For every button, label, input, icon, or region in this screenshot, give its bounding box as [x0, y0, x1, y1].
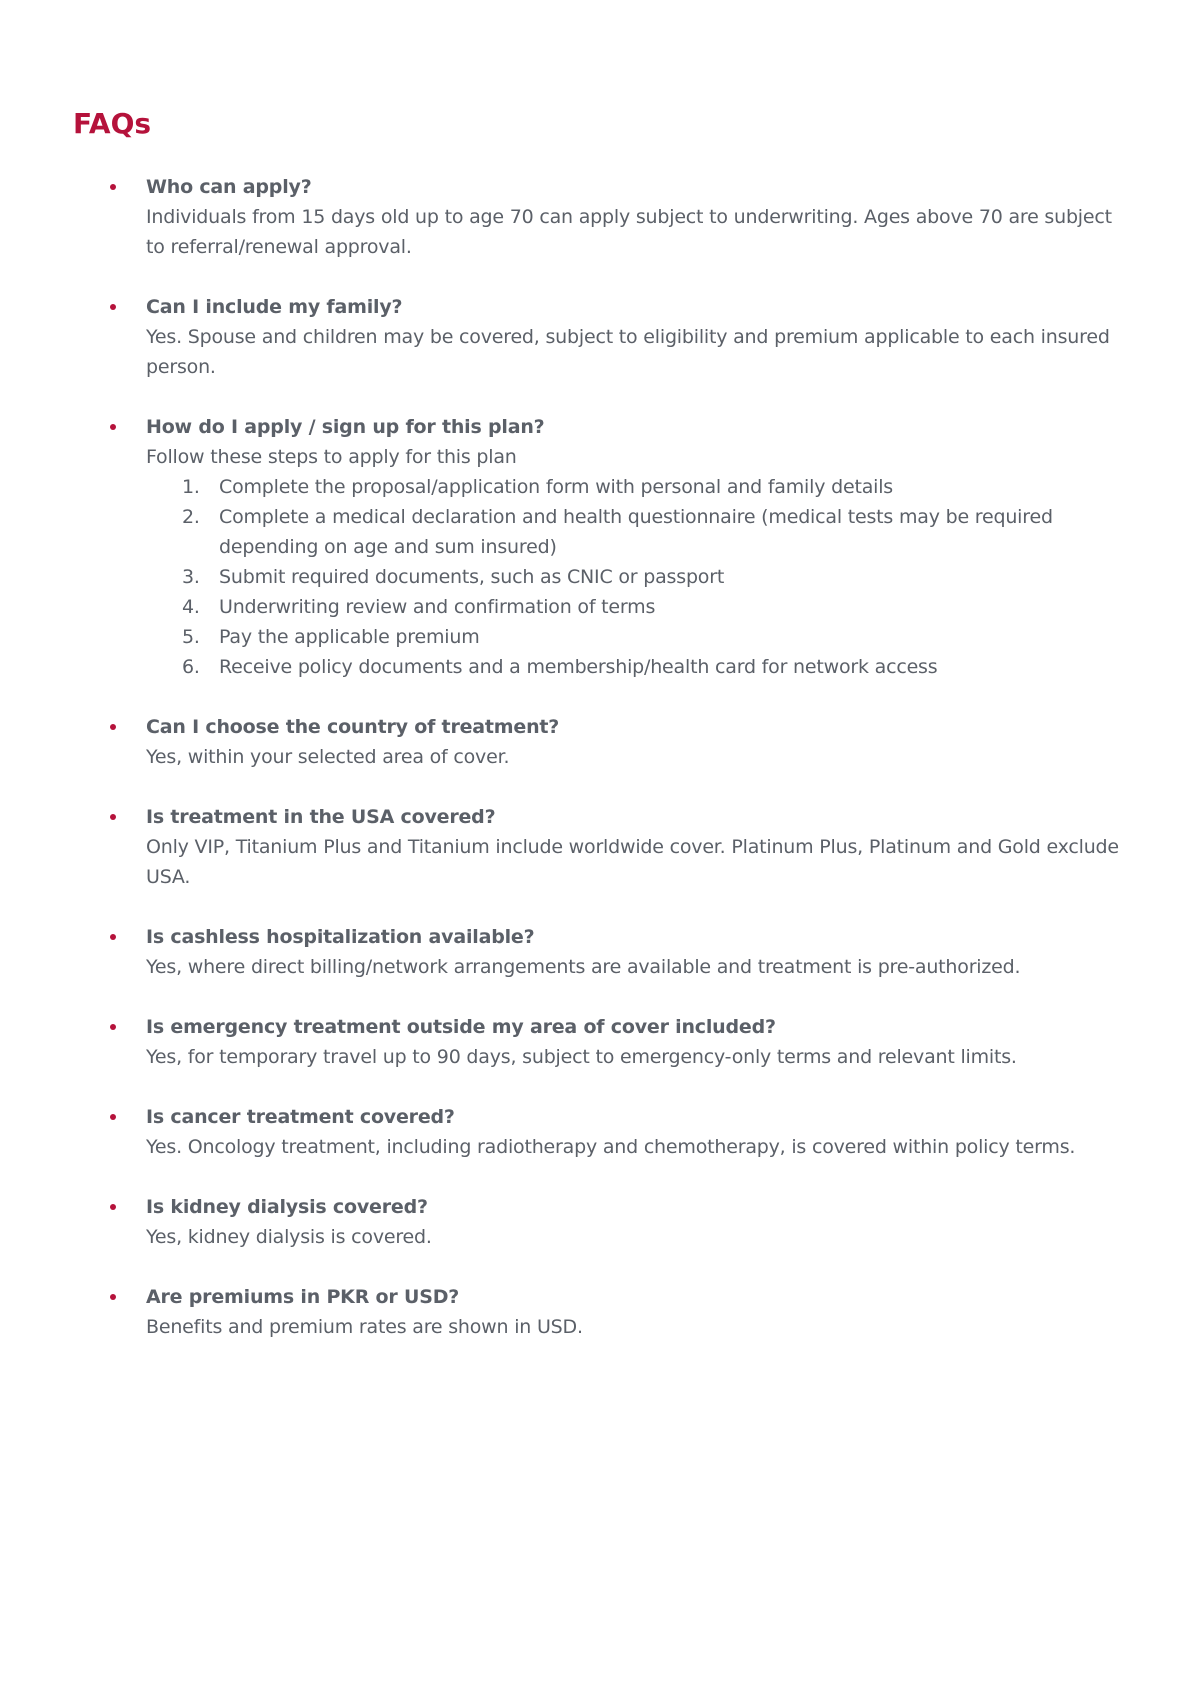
faq-answer: Yes, for temporary travel up to 90 days, subject to emergency-only terms and relevant limits.: [146, 1046, 1017, 1068]
faq-item: [73, 1012, 1120, 1072]
step-number: 2.: [182, 506, 200, 528]
faq-question: Is kidney dialysis covered?: [146, 1196, 428, 1218]
faq-question: Is treatment in the USA covered?: [146, 806, 496, 828]
faq-item: [73, 172, 1120, 262]
bullet-icon: [110, 424, 116, 430]
step-item: [146, 562, 1120, 592]
faq-answer: Yes. Oncology treatment, including radiotherapy and chemotherapy, is covered within policy terms.: [146, 1136, 1076, 1158]
faq-question: Can I include my family?: [146, 296, 403, 318]
step-item: [146, 472, 1120, 502]
bullet-icon: [110, 724, 116, 730]
bullet-icon: [110, 1114, 116, 1120]
faq-question: Is emergency treatment outside my area of cover included?: [146, 1016, 776, 1038]
faq-item: [73, 412, 1120, 682]
faq-question: Who can apply?: [146, 176, 312, 198]
faq-answer: Yes. Spouse and children may be covered, subject to eligibility and premium applicable to each insured person.: [146, 326, 1110, 378]
step-number: 5.: [182, 626, 200, 648]
step-item: [146, 622, 1120, 652]
faq-question: Can I choose the country of treatment?: [146, 716, 560, 738]
step-text: Pay the applicable premium: [219, 626, 480, 648]
bullet-icon: [110, 304, 116, 310]
faq-item: [73, 1102, 1120, 1162]
faq-answer: Yes, kidney dialysis is covered.: [146, 1226, 432, 1248]
bullet-icon: [110, 1024, 116, 1030]
faq-item: [73, 712, 1120, 772]
bullet-icon: [110, 1204, 116, 1210]
step-text: Receive policy documents and a membership/health card for network access: [219, 656, 938, 678]
step-text: Complete a medical declaration and health questionnaire (medical tests may be required depending on age and sum insured): [219, 506, 1053, 558]
step-item: [146, 502, 1120, 562]
faq-answer: Individuals from 15 days old up to age 70 can apply subject to underwriting. Ages above 70 are subject to referral/renewal approval.: [146, 206, 1112, 258]
bullet-icon: [110, 184, 116, 190]
faq-answer: Yes, within your selected area of cover.: [146, 746, 510, 768]
faq-question: Is cancer treatment covered?: [146, 1106, 455, 1128]
step-text: Submit required documents, such as CNIC or passport: [219, 566, 725, 588]
faq-question: Is cashless hospitalization available?: [146, 926, 535, 948]
faq-list: [73, 172, 1120, 1342]
application-steps-list: [146, 472, 1120, 682]
step-item: [146, 592, 1120, 622]
faq-answer: Benefits and premium rates are shown in USD.: [146, 1316, 583, 1338]
faq-item: [73, 922, 1120, 982]
step-text: Underwriting review and confirmation of terms: [219, 596, 656, 618]
step-number: 3.: [182, 566, 200, 588]
page-title: FAQs: [73, 107, 152, 140]
step-item: [146, 652, 1120, 682]
step-number: 6.: [182, 656, 200, 678]
faq-question: How do I apply / sign up for this plan?: [146, 416, 545, 438]
faq-item: [73, 1282, 1120, 1342]
faq-answer: Yes, where direct billing/network arrangements are available and treatment is pre-authorized.: [146, 956, 1021, 978]
faq-answer: Follow these steps to apply for this plan: [146, 446, 517, 468]
step-text: Complete the proposal/application form with personal and family details: [219, 476, 894, 498]
step-number: 1.: [182, 476, 200, 498]
bullet-icon: [110, 814, 116, 820]
faq-answer: Only VIP, Titanium Plus and Titanium include worldwide cover. Platinum Plus, Platinum and Gold exclude USA.: [146, 836, 1119, 888]
faq-item: [73, 292, 1120, 382]
bullet-icon: [110, 1294, 116, 1300]
faq-item: [73, 802, 1120, 892]
bullet-icon: [110, 934, 116, 940]
faq-item: [73, 1192, 1120, 1252]
step-number: 4.: [182, 596, 200, 618]
faq-question: Are premiums in PKR or USD?: [146, 1286, 460, 1308]
